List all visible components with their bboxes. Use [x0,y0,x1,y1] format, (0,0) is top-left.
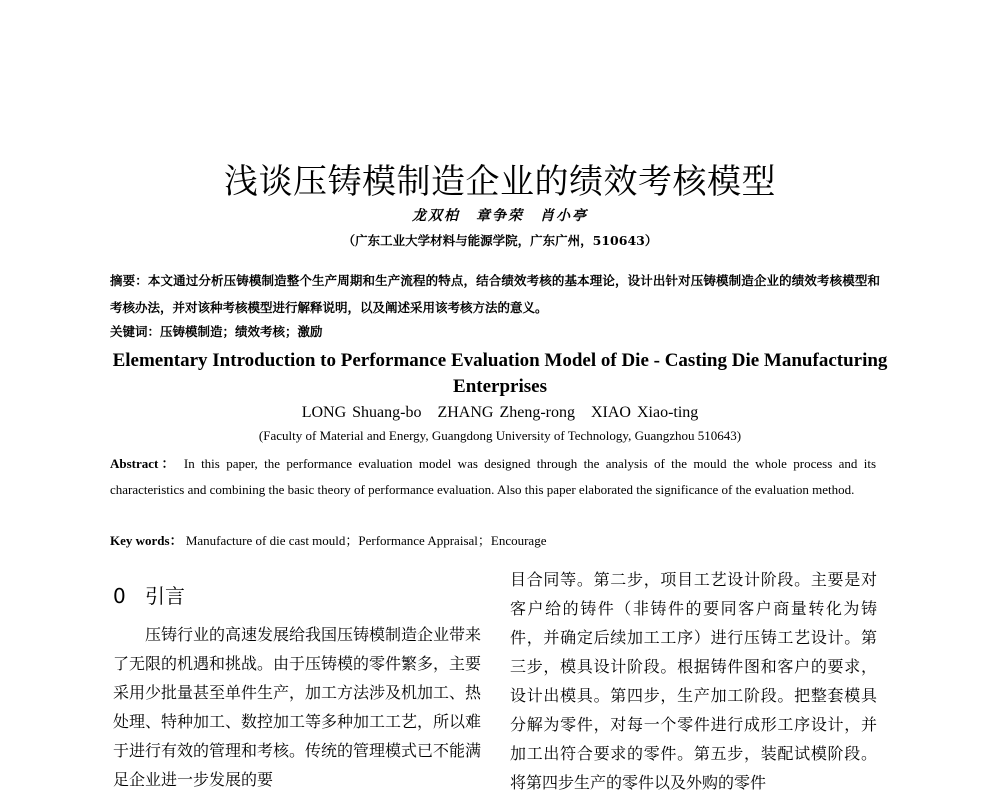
english-keywords-text: Manufacture of die cast mould；Performance Appraisal；Encourage [185,533,547,548]
chinese-affiliation: （广东工业大学材料与能源学院，广东广州，510643） [342,233,658,248]
english-abstract [110,451,876,503]
english-keywords [110,530,876,549]
chinese-keywords-label: 关键词： [110,324,161,339]
english-authors: LONG Shuang-bo ZHANG Zheng-rong XIAO Xiao-ting [301,404,699,421]
section-number: 0 [113,584,126,608]
english-abstract-text: In this paper, the performance evaluation model was designed through the analysis of the mould the whole process and its characteristics and combining the basic theory of performance evaluation. Also this paper elaborated the significance of the evaluation method. [110,456,876,497]
chinese-title: 浅谈压铸模制造企业的绩效考核模型 [224,162,776,202]
english-keywords-label: Key words： [110,533,183,548]
left-column [113,620,481,794]
chinese-abstract [110,267,880,321]
section-heading [113,580,185,609]
chinese-keywords-text: 压铸模制造；绩效考核；激励 [160,324,323,339]
left-column-paragraph: 压铸行业的高速发展给我国压铸模制造企业带来了无限的机遇和挑战。由于压铸模的零件繁多，主要采用少批量甚至单件生产，加工方法涉及机加工、热处理、特种加工、数控加工等多种加工工艺，所以难于进行有效的管理和考核。传统的管理模式已不能满足企业进一步发展的要 [113,625,482,789]
english-abstract-label: Abstract： [110,456,178,471]
english-title: Elementary Introduction to Performance Evaluation Model of Die - Casting Die Manufacturing Enterprises [112,350,888,397]
chinese-abstract-label: 摘要： [110,273,148,288]
chinese-abstract-text: 本文通过分析压铸模制造整个生产周期和生产流程的特点，结合绩效考核的基本理论，设计出针对压铸模制造企业的绩效考核模型和考核办法，并对该种考核模型进行解释说明，以及阐述采用该考核方法的意义。 [110,273,880,315]
chinese-keywords [110,322,880,340]
english-affiliation: (Faculty of Material and Energy, Guangdong University of Technology, Guangzhou 510643) [258,428,742,443]
right-column-paragraph: 目合同等。第二步，项目工艺设计阶段。主要是对客户给的铸件（非铸件的要同客户商量转化为铸件，并确定后续加工工序）进行压铸工艺设计。第三步，模具设计阶段。根据铸件图和客户的要求，设计出模具。第四步，生产加工阶段。把整套模具分解为零件，对每一个零件进行成形工序设计，并加工出符合要求的零件。第五步，装配试模阶段。将第四步生产的零件以及外购的零件 [510,570,877,792]
section-title: 引言 [145,584,185,608]
chinese-authors: 龙双柏 章争荣 肖小亭 [412,208,588,224]
right-column [510,565,877,797]
